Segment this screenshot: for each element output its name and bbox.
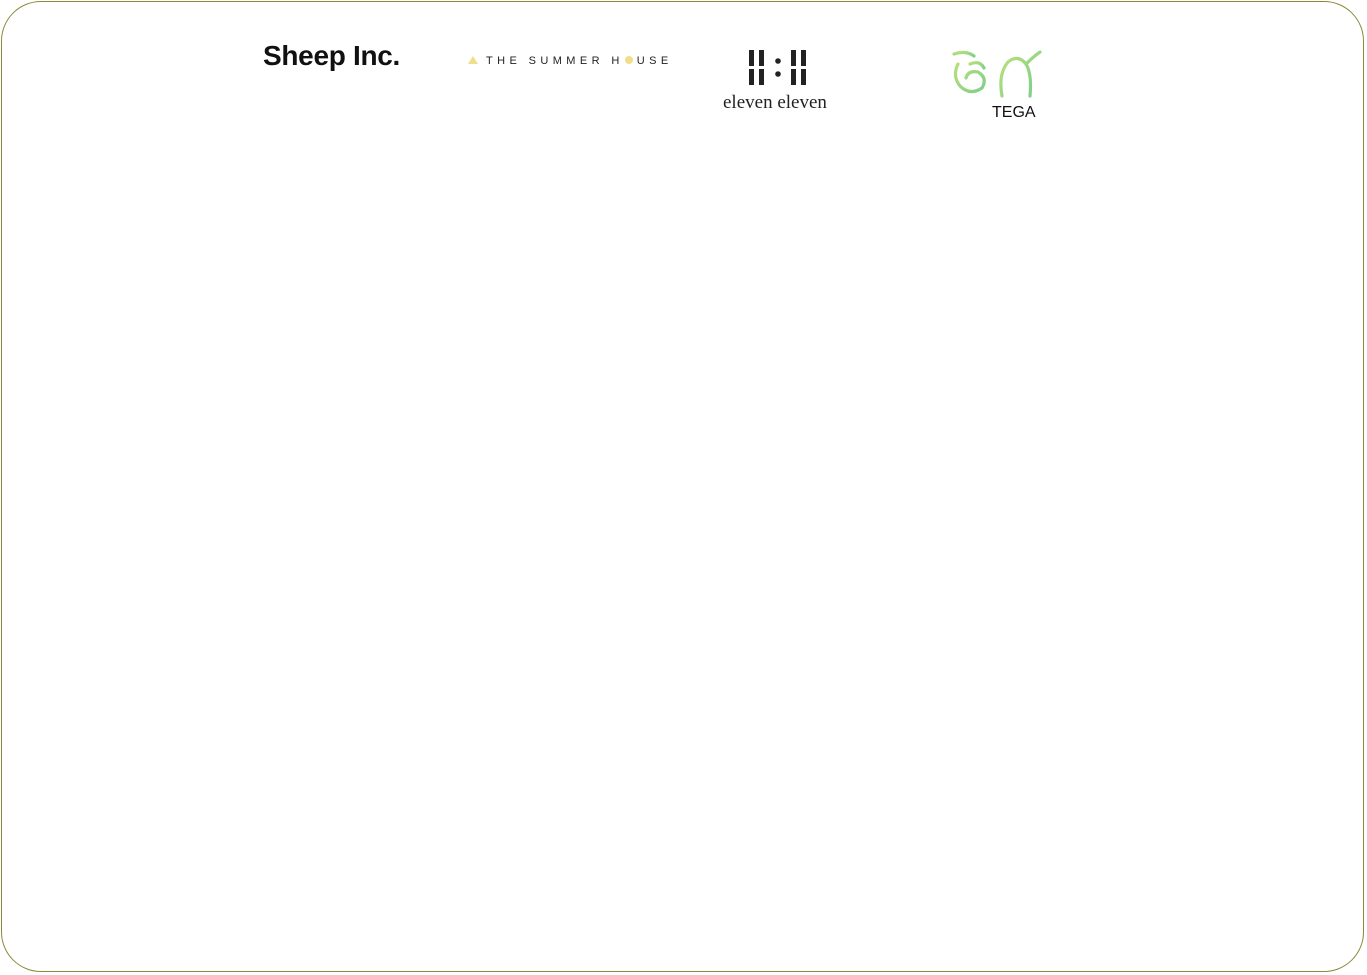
summer-house-logo bbox=[468, 55, 673, 69]
tega-text: TEGA bbox=[992, 104, 1036, 121]
sheep-inc-logo-text: Sheep Inc. bbox=[263, 40, 401, 71]
sheep-inc-logo bbox=[263, 40, 400, 72]
eleven-eleven-logo bbox=[718, 46, 842, 118]
triangle-icon bbox=[468, 56, 478, 64]
sun-dot-icon bbox=[625, 56, 633, 64]
tega-script-icon bbox=[948, 46, 1048, 106]
eleven-eleven-text: eleven eleven bbox=[723, 92, 827, 113]
tega-logo bbox=[948, 46, 1048, 126]
summer-house-text-after: USE bbox=[636, 55, 673, 67]
content-frame bbox=[1, 1, 1364, 972]
summer-house-text-before: THE SUMMER H bbox=[486, 55, 624, 67]
eleven-eleven-mark-icon bbox=[747, 48, 813, 90]
